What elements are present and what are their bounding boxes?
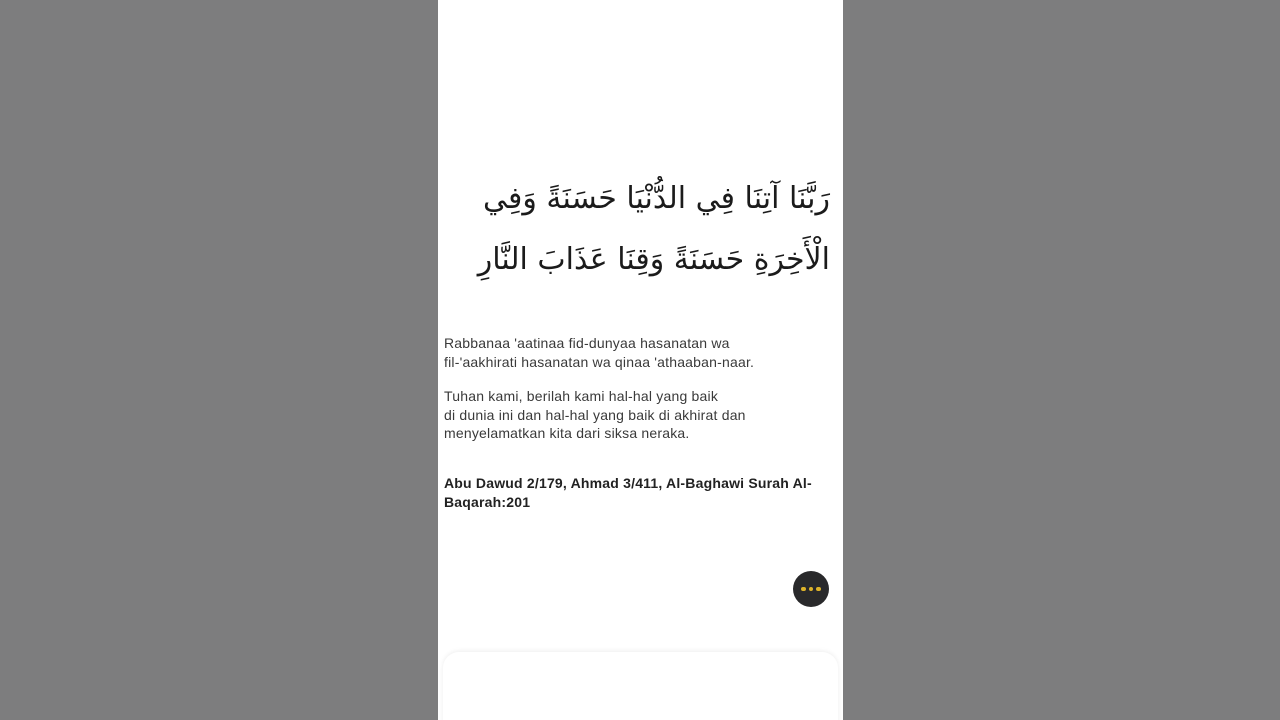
translation-line-1: Tuhan kami, berilah kami hal-hal yang baik (444, 388, 719, 404)
dua-content-panel (438, 0, 843, 720)
dua-arabic-text (444, 168, 830, 290)
bottom-sheet-card[interactable] (443, 652, 838, 720)
transliteration-line-1: Rabbanaa 'aatinaa fid-dunyaa hasanatan wa (444, 335, 730, 351)
letterbox-left (0, 0, 438, 720)
source-line-1: Abu Dawud 2/179, Ahmad 3/411, Al-Baghawi Surah Al- (444, 475, 812, 491)
source-line-2: Baqarah:201 (444, 494, 531, 510)
translation-line-2: di dunia ini dan hal-hal yang baik di akhirat dan (444, 406, 746, 423)
dua-arabic-line-1: رَبَّنَا آتِنَا فِي الدُّنْيَا حَسَنَةً وَفِي (483, 181, 830, 216)
more-options-button[interactable] (793, 571, 829, 607)
dua-transliteration (444, 334, 835, 371)
ellipsis-icon (801, 587, 821, 592)
letterbox-right (843, 0, 1280, 720)
dua-translation (444, 387, 835, 443)
dua-source-citation (444, 474, 835, 512)
dua-arabic-line-2: الْأَخِرَةِ حَسَنَةً وَقِنَا عَذَابَ النَّارِ (477, 242, 830, 277)
translation-line-3: menyelamatkan kita dari siksa neraka. (444, 425, 690, 441)
transliteration-line-2: fil-'aakhirati hasanatan wa qinaa 'athaaban-naar. (444, 353, 755, 370)
